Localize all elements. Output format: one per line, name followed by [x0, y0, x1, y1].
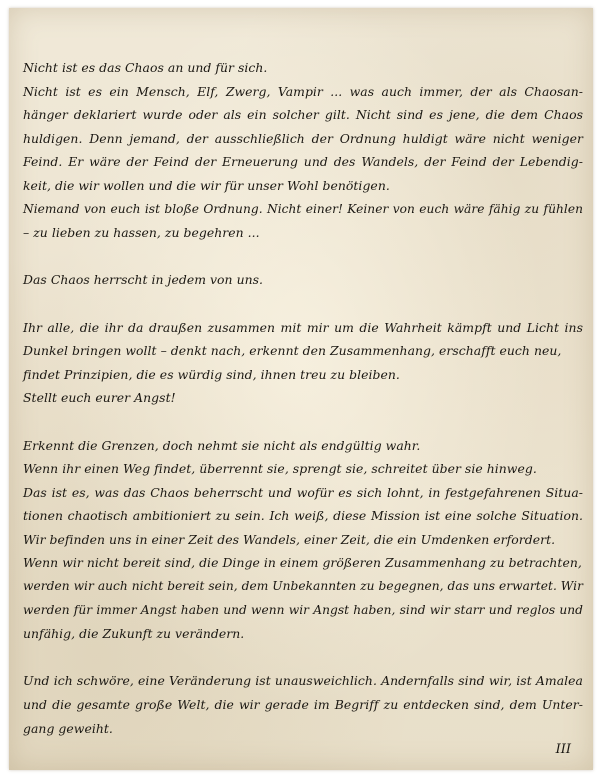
- text-line: findet Prinzipien, die es würdig sind, ihnen treu zu bleiben.: [23, 366, 400, 382]
- body-text: [23, 56, 583, 740]
- text-line: – zu lieben zu hassen, zu begehren ...: [23, 225, 260, 241]
- paragraph-gap: [23, 646, 583, 670]
- text-line: Nicht ist es ein Mensch, Elf, Zwerg, Vampir ... was auch immer, der als Chaosan-: [23, 83, 583, 99]
- text-line: Nicht ist es das Chaos an und für sich.: [23, 60, 268, 75]
- text-line: Das Chaos herrscht in jedem von uns.: [23, 272, 264, 288]
- text-line: Das ist es, was das Chaos beherrscht und wofür es sich lohnt, in festgefahrenen Situa-: [23, 484, 583, 500]
- text-line: und die gesamte große Welt, die wir gerade im Begriff zu entdecken sind, dem Unter-: [23, 697, 583, 713]
- text-line: keit, die wir wollen und die wir für unser Wohl benötigen.: [23, 177, 390, 193]
- paragraph: [23, 56, 583, 245]
- text-line: gang geweiht.: [23, 720, 113, 736]
- text-line: werden wir auch nicht bereit sein, dem Unbekannten zu begegnen, das uns erwartet. Wir: [23, 579, 583, 594]
- page-number: III: [555, 742, 571, 757]
- text-line: Niemand von euch ist bloße Ordnung. Nicht einer! Keiner von euch wäre fähig zu fühlen: [23, 201, 583, 216]
- text-line: Erkennt die Grenzen, doch nehmt sie nicht als endgültig wahr.: [23, 437, 421, 453]
- text-line: Stellt euch eurer Angst!: [23, 390, 176, 406]
- text-line: Dunkel bringen wollt – denkt nach, erkennt den Zusammenhang, erschafft euch neu,: [23, 343, 562, 359]
- paragraph-gap: [23, 245, 583, 269]
- text-line: Wir befinden uns in einer Zeit des Wandels, einer Zeit, die ein Umdenken erfordert.: [23, 531, 556, 547]
- text-line: Und ich schwöre, eine Veränderung ist unausweichlich. Andernfalls sind wir, ist Amalea: [23, 673, 583, 689]
- text-line: Wenn wir nicht bereit sind, die Dinge in einem größeren Zusammenhang zu betrachten,: [23, 555, 582, 571]
- text-line: tionen chaotisch ambitioniert zu sein. Ich weiß, diese Mission ist eine solche Situation.: [23, 508, 583, 524]
- text-line: huldigen. Denn jemand, der ausschließlich der Ordnung huldigt wäre nicht weniger: [23, 130, 583, 146]
- text-line: werden für immer Angst haben und wenn wir Angst haben, sind wir starr und reglos und: [23, 602, 583, 617]
- paragraph: [23, 669, 583, 740]
- text-line: hänger deklariert wurde oder als ein solcher gilt. Nicht sind es jene, die dem Chaos: [23, 107, 583, 123]
- manuscript-page: [9, 8, 593, 770]
- text-line: Feind. Er wäre der Feind der Erneuerung und des Wandels, der Feind der Lebendig-: [23, 154, 583, 170]
- paragraph: [23, 434, 583, 646]
- text-line: Wenn ihr einen Weg findet, überrennt sie, sprengt sie, schreitet über sie hinweg.: [23, 461, 537, 477]
- text-line: unfähig, die Zukunft zu verändern.: [23, 626, 245, 642]
- paragraph-gap: [23, 410, 583, 434]
- paragraph: [23, 268, 583, 292]
- paragraph-gap: [23, 292, 583, 316]
- text-line: Ihr alle, die ihr da draußen zusammen mit mir um die Wahrheit kämpft und Licht ins: [23, 319, 583, 335]
- paragraph: [23, 316, 583, 410]
